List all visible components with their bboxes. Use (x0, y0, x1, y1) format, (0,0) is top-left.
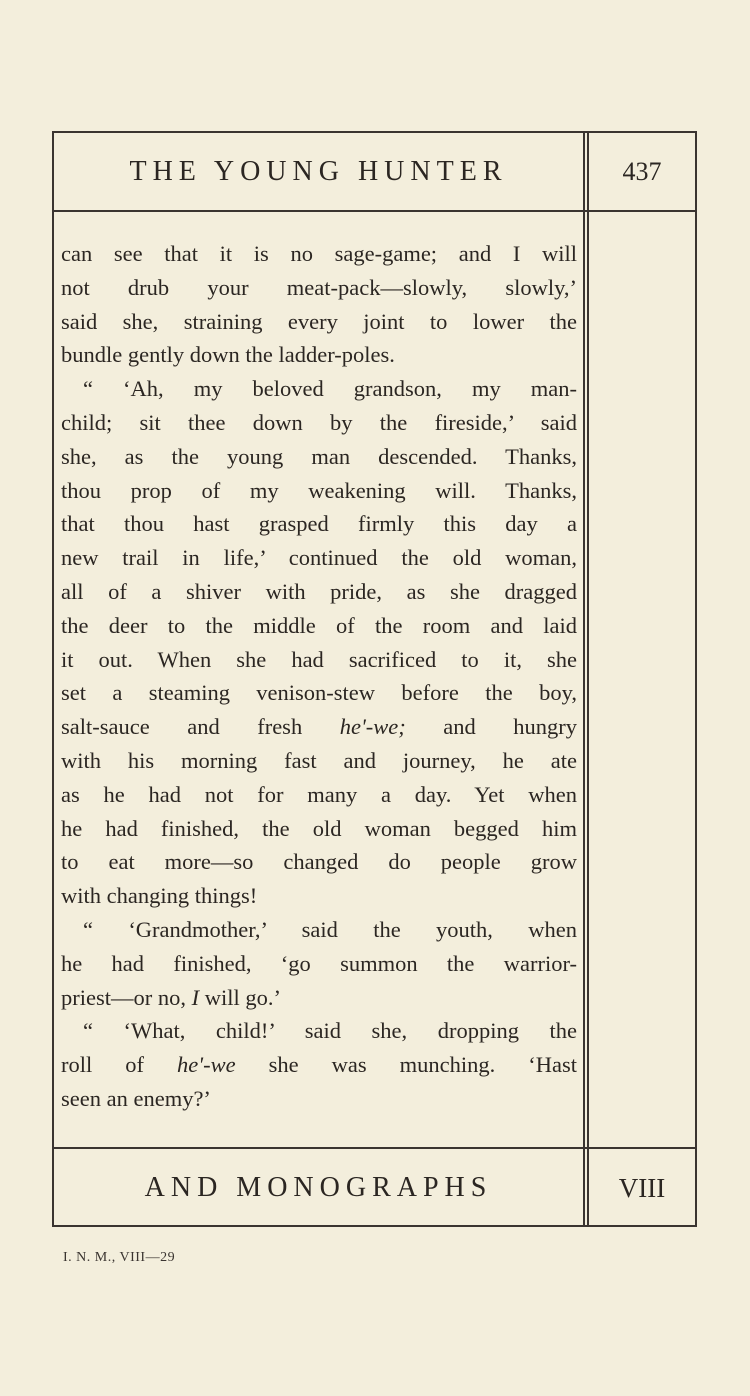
page-number: 437 (622, 156, 662, 186)
text-fragment: salt-sauce and fresh (61, 714, 303, 740)
text-line: to eat more—so changed do people grow (61, 849, 577, 875)
text-line: with his morning fast and journey, he ate (61, 747, 577, 773)
text-fragment: will go.’ (204, 984, 281, 1010)
text-fragment: she was munching. ‘Hast (268, 1052, 578, 1078)
text-line (61, 710, 577, 744)
text-line: he had finished, the old woman begged him (61, 815, 577, 841)
text-line: the deer to the middle of the room and laid (61, 612, 577, 638)
volume-number: VIII (618, 1172, 666, 1203)
text-line: said she, straining every joint to lower the (61, 308, 577, 334)
text-line: thou prop of my weakening will. Thanks, (61, 477, 577, 503)
italic-word: I (191, 984, 200, 1010)
text-line: with changing things! (61, 883, 258, 909)
text-line: she, as the young man descended. Thanks, (61, 443, 577, 469)
text-line: that thou hast grasped firmly this day a (61, 511, 577, 537)
text-line (61, 981, 577, 1015)
text-line: it out. When she had sacrificed to it, she (61, 646, 577, 672)
column-divider-inner (587, 133, 589, 1225)
text-line: all of a shiver with pride, as she dragged (61, 578, 577, 604)
page-frame (52, 131, 697, 1227)
italic-word: he'-we (177, 1052, 236, 1078)
signature-mark: I. N. M., VIII—29 (63, 1250, 176, 1265)
italic-word: he'-we; (339, 714, 406, 740)
text-line: as he had not for many a day. Yet when (61, 781, 577, 807)
text-line: he had finished, ‘go summon the warrior- (61, 950, 577, 976)
text-line: seen an enemy?’ (61, 1085, 211, 1111)
text-line: bundle gently down the ladder-poles. (61, 342, 395, 368)
text-line: “ ‘Grandmother,’ said the youth, when (83, 916, 577, 942)
header-rule (54, 210, 695, 212)
text-line: child; sit thee down by the fireside,’ said (61, 409, 577, 435)
text-line (61, 1048, 577, 1082)
text-fragment: and hungry (443, 714, 578, 740)
body-text (61, 237, 577, 1116)
column-divider (583, 133, 585, 1225)
text-line: new trail in life,’ continued the old woman, (61, 545, 577, 571)
text-line: not drub your meat-pack—slowly, slowly,’ (61, 274, 577, 300)
text-fragment: priest—or no, (61, 984, 186, 1010)
text-fragment: roll of (61, 1052, 145, 1078)
text-line: set a steaming venison-stew before the boy, (61, 680, 577, 706)
text-line: can see that it is no sage-game; and I will (61, 241, 577, 266)
text-line: “ ‘What, child!’ said she, dropping the (83, 1018, 577, 1044)
running-head-title: THE YOUNG HUNTER (129, 155, 508, 187)
running-foot-title: AND MONOGRAPHS (144, 1172, 493, 1203)
text-line: “ ‘Ah, my beloved grandson, my man- (83, 376, 577, 402)
